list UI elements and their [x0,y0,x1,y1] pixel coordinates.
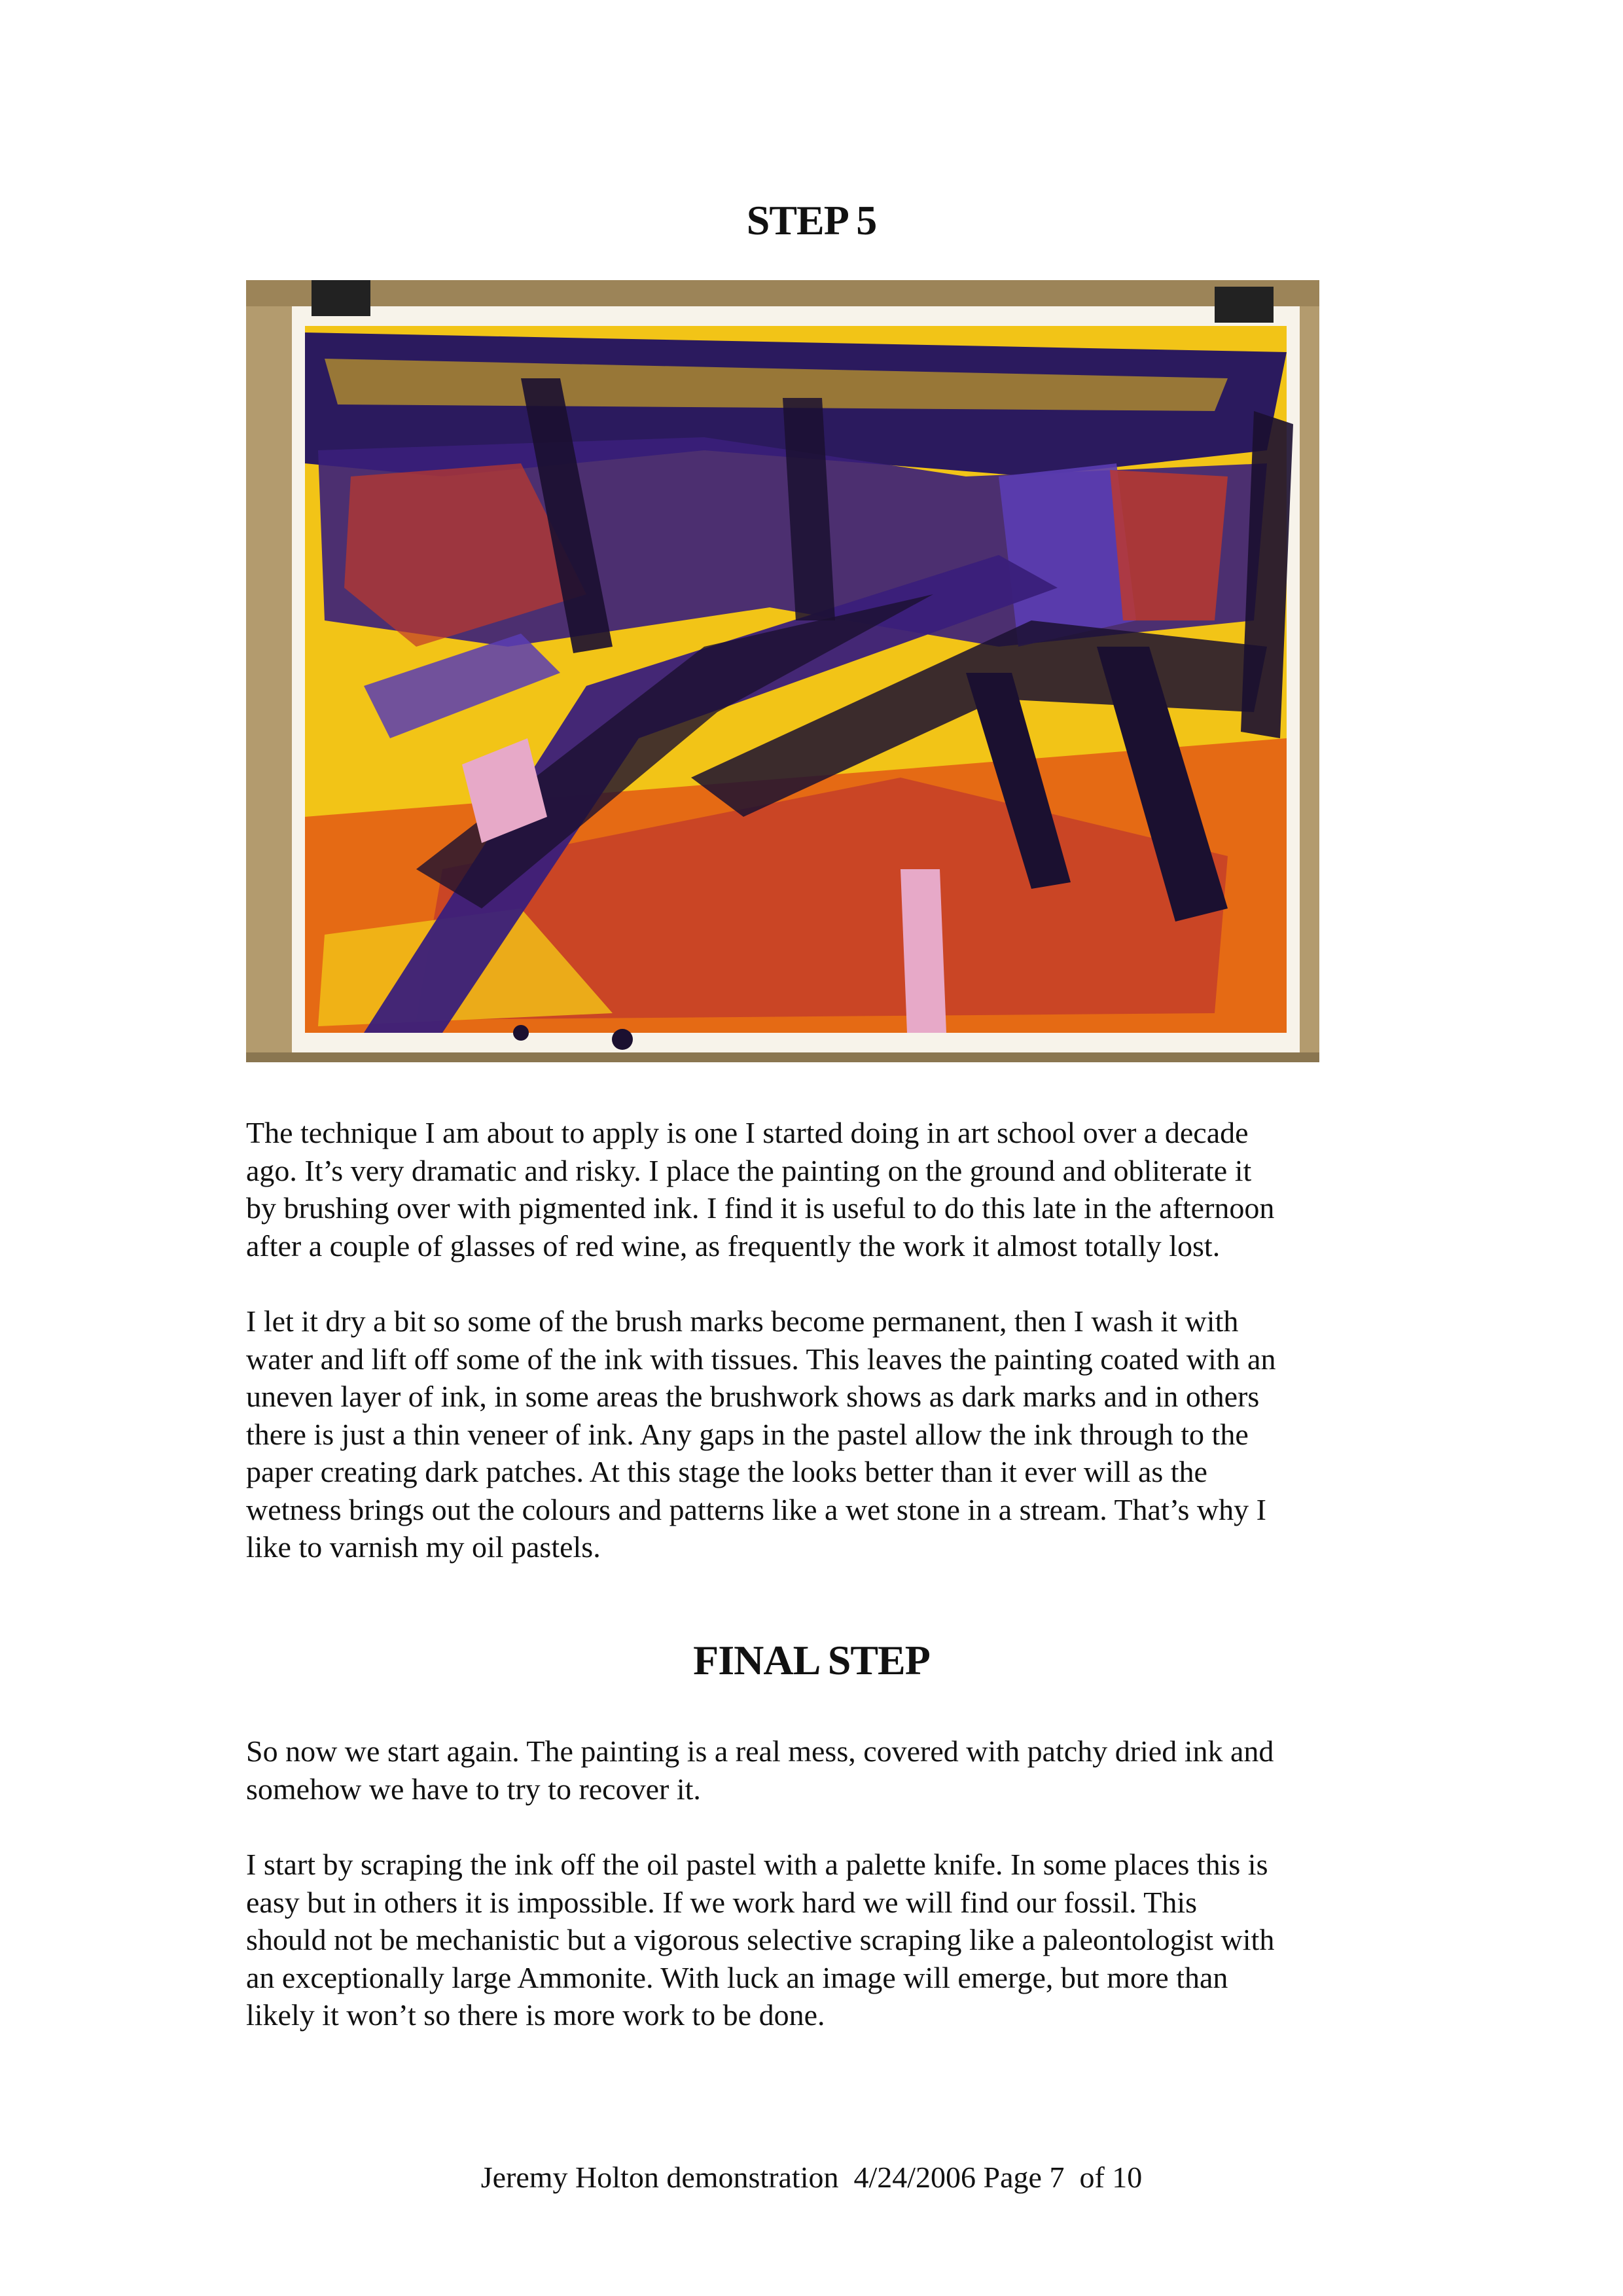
painting-photo [246,280,1319,1062]
paragraph-drying: I let it dry a bit so some of the brush marks become permanent, then I wash it with water and lift off some of the ink with tissues. This leaves the painting coated with an uneven layer of ink, in some areas the brushwork shows as dark marks and in others there is just a thin veneer of ink. Any gaps in the pastel allow the ink through to the paper creating dark patches. At this stage the looks better than it ever will as the wetness brings out the colours and patterns like a wet stone in a stream. That’s why I like to varnish my oil pastels. [246,1304,1276,1564]
final-step-heading: FINAL STEP [693,1637,930,1683]
painting-illustration [246,280,1319,1062]
paragraph-technique: The technique I am about to apply is one I started doing in art school over a decade ago. It’s very dramatic and risky. I place the painting on the ground and obliterate it by brushing over with pigmented ink. I find it is useful to do this late in the afternoon after a couple of glasses of red wine, as frequently the work it almost totally lost. [246,1116,1275,1263]
step-5-heading: STEP 5 [746,197,877,243]
paragraph-scraping: I start by scraping the ink off the oil pastel with a palette knife. In some places this is easy but in others it is impossible. If we work hard we will find our fossil. This should not be mechanistic but a vigorous selective scraping like a paleontologist with an exceptionally large Ammonite. With luck an image will emerge, but more than likely it won’t so there is more work to be done. [246,1848,1275,2032]
page-footer: Jeremy Holton demonstration 4/24/2006 Page 7 of 10 [480,2161,1143,2194]
paragraph-start-again: So now we start again. The painting is a real mess, covered with patchy dried ink and somehow we have to try to recover it. [246,1734,1274,1806]
